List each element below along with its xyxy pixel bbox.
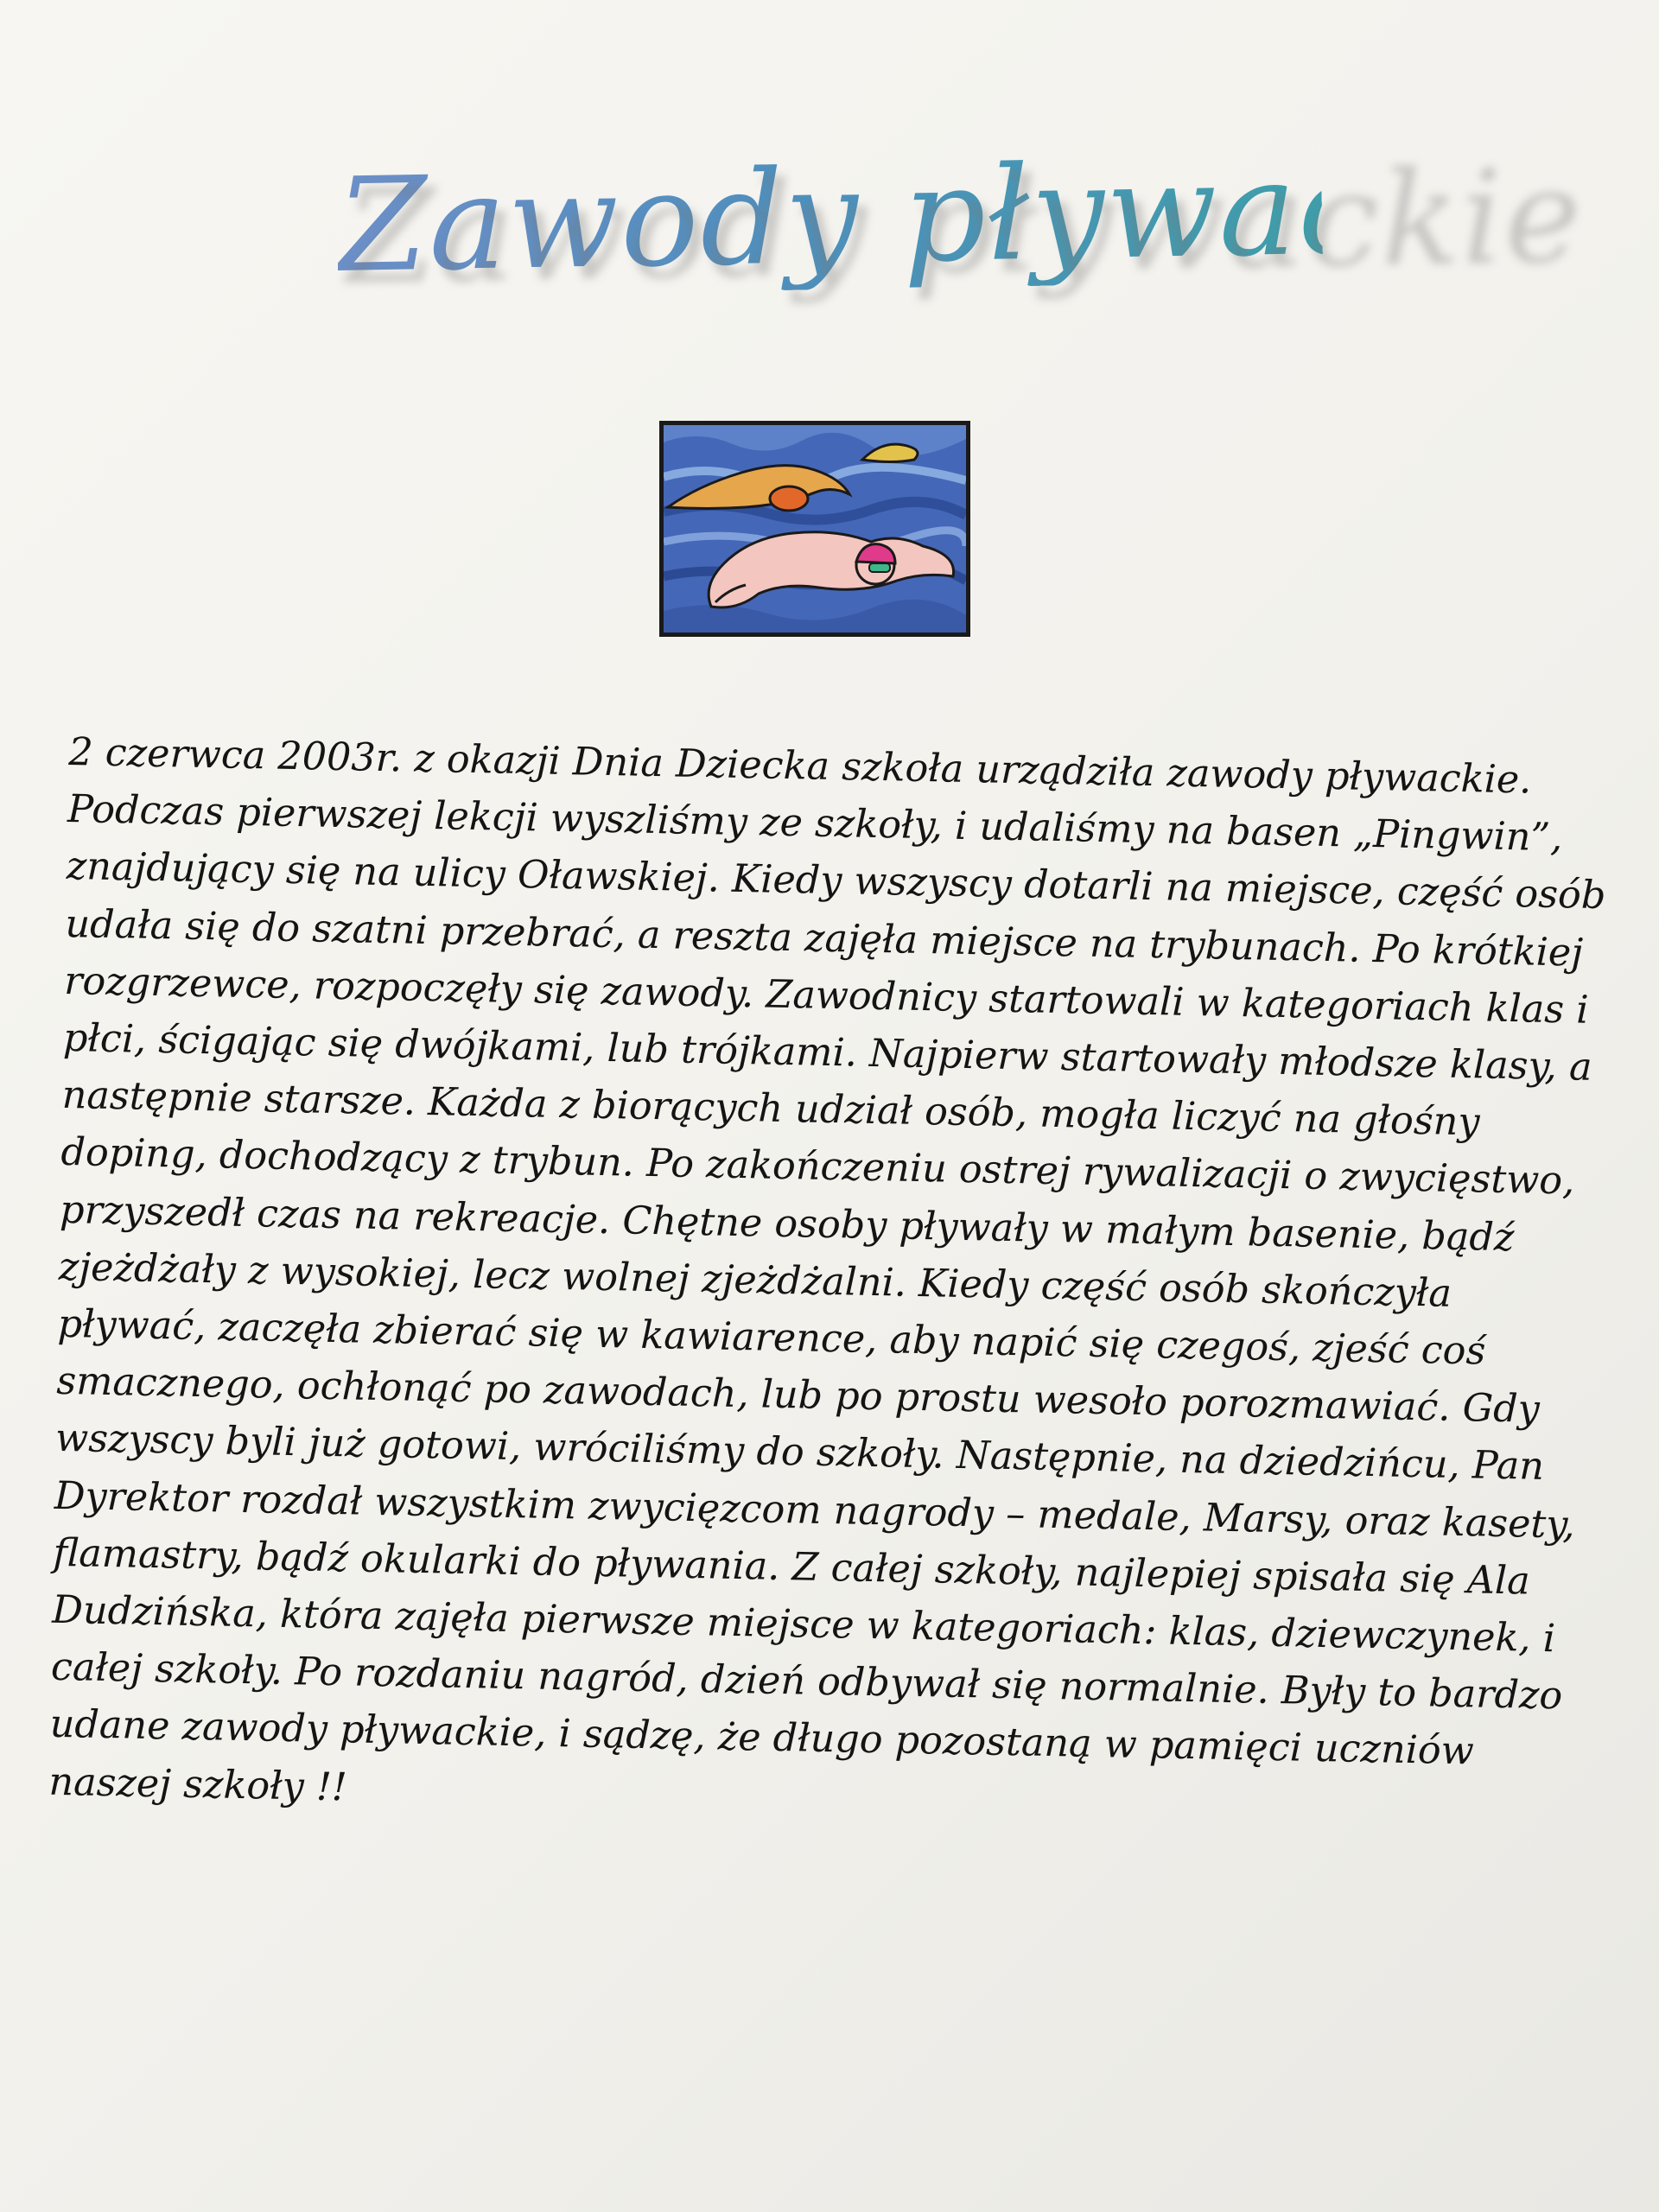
text-line: następnie starsze. Każda z biorących udział osób, mogła liczyć na głośny	[61, 1073, 1480, 1145]
text-line: 2 czerwca 2003r. z okazji Dnia Dziecka szkoła urządziła zawody pływackie.	[67, 729, 1532, 803]
text-line: flamastry, bądź okularki do pływania. Z całej szkoły, najlepiej spisała się Ala	[53, 1530, 1531, 1604]
article-body	[48, 724, 1606, 1839]
text-line: przyszedł czas na rekreacje. Chętne osoby pływały w małym basenie, bądź	[59, 1187, 1515, 1260]
text-line: całej szkoły. Po rozdaniu nagród, dzień odbywał się normalnie. Były to bardzo	[50, 1645, 1563, 1719]
text-line: naszej szkoły !!	[48, 1759, 348, 1810]
text-line: płci, ścigając się dwójkami, lub trójkami. Najpierw startowały młodsze klasy, a	[62, 1015, 1592, 1090]
text-line: Dudzińska, która zajęła pierwsze miejsce w kategoriach: klas, dziewczynek, i	[51, 1587, 1556, 1662]
text-line: znajdujący się na ulicy Oławskiej. Kiedy wszyscy dotarli na miejsce, część osób	[66, 844, 1606, 918]
text-line: wszyscy byli już gotowi, wróciliśmy do szkoły. Następnie, na dziedzińcu, Pan	[54, 1416, 1545, 1490]
page-title: Zawody pływackie	[335, 129, 1576, 302]
text-line: smacznego, ochłonąć po zawodach, lub po prostu wesoło porozmawiać. Gdy	[55, 1359, 1541, 1433]
text-line: Podczas pierwszej lekcji wyszliśmy ze szkoły, i udaliśmy na basen „Pingwin”,	[67, 787, 1563, 861]
text-line: pływać, zaczęła zbierać się w kawiarence, aby napić się czegoś, zjeść coś	[57, 1301, 1486, 1374]
text-line: zjeżdżały z wysokiej, lecz wolnej zjeżdżalni. Kiedy część osób skończyła	[58, 1244, 1452, 1316]
text-line: udała się do szatni przebrać, a reszta zajęła miejsce na trybunach. Po krótkiej	[65, 901, 1584, 976]
swimmers-clipart-icon	[659, 421, 970, 637]
text-line: doping, dochodzący z trybun. Po zakończeniu ostrej rywalizacji o zwycięstwo,	[60, 1130, 1575, 1204]
text-line: rozgrzewce, rozpoczęły się zawody. Zawodnicy startowali w kategoriach klas i	[63, 958, 1590, 1033]
text-line: udane zawody pływackie, i sądzę, że długo pozostaną w pamięci uczniów	[49, 1702, 1475, 1774]
text-line: Dyrektor rozdał wszystkim zwycięzcom nagrody – medale, Marsy, oraz kasety,	[54, 1473, 1576, 1548]
